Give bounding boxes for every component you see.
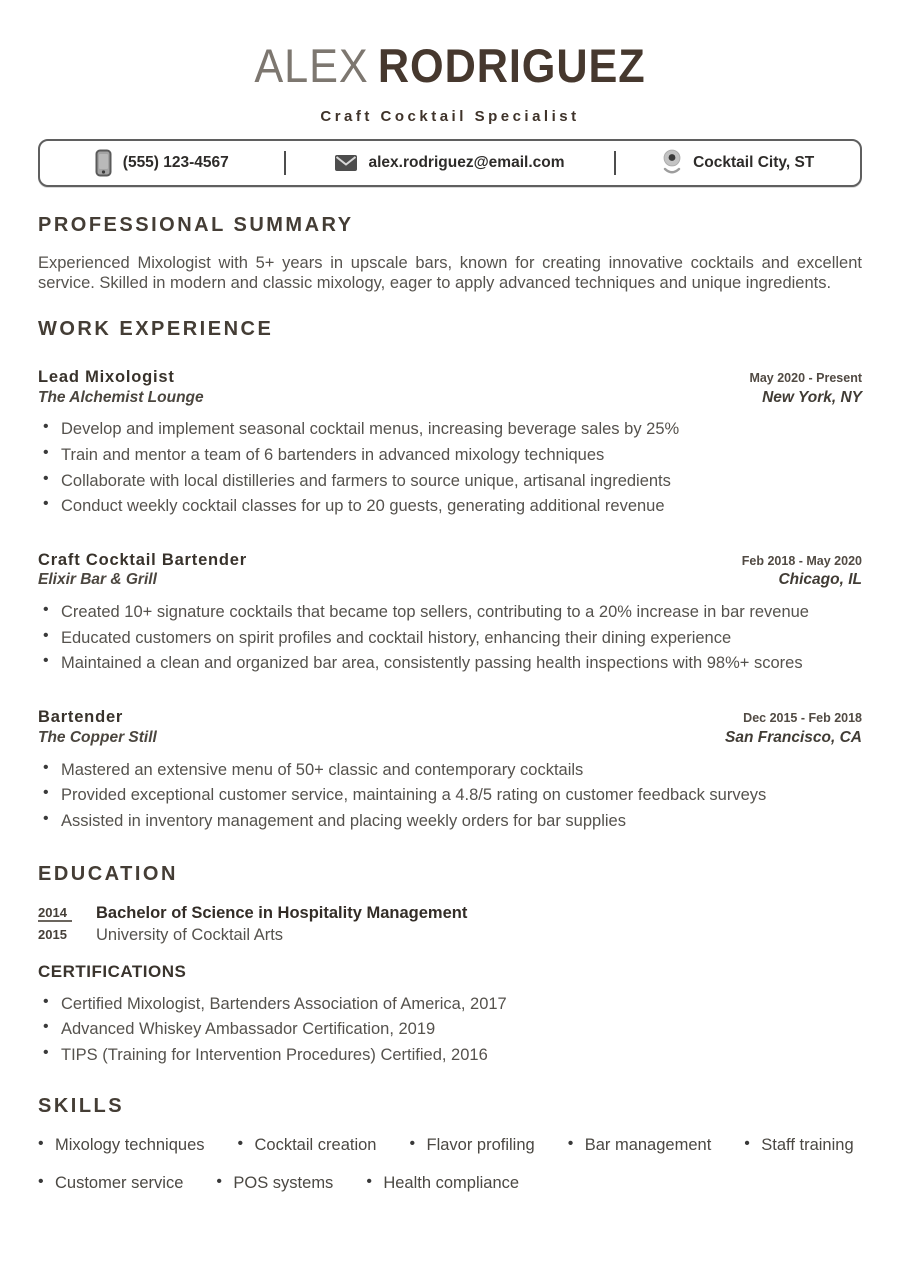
skills-row-1 — [38, 1136, 862, 1155]
certification-item: • TIPS (Training for Intervention Procedures) Certified, 2016 — [38, 1043, 862, 1069]
phone-icon — [95, 149, 112, 177]
first-name: ALEX — [254, 39, 369, 92]
job-company: Elixir Bar & Grill — [38, 571, 157, 589]
job-bullet-list — [38, 758, 862, 835]
contact-location — [616, 149, 860, 176]
job-entry-bartender — [38, 707, 862, 834]
email-address: alex.rodriguez@email.com — [368, 153, 565, 171]
job-bullet: • Conduct weekly cocktail classes for up to 20 guests, generating additional revenue — [38, 494, 862, 520]
job-bullet: • Develop and implement seasonal cocktail menus, increasing beverage sales by 25% — [38, 417, 862, 443]
education-school: University of Cocktail Arts — [96, 926, 284, 945]
skill-item: • Bar management — [568, 1136, 712, 1155]
skills-heading: SKILLS — [38, 1095, 125, 1118]
summary-heading: PROFESSIONAL SUMMARY — [38, 213, 354, 236]
education-heading: EDUCATION — [38, 863, 178, 886]
contact-bar — [38, 139, 862, 187]
skill-item: • Customer service — [38, 1174, 183, 1193]
education-entry — [38, 902, 862, 946]
job-entry-lead-mixologist — [38, 367, 862, 520]
location-pin-icon — [662, 149, 682, 176]
last-name: RODRIGUEZ — [377, 39, 646, 92]
skill-item: • Staff training — [744, 1136, 853, 1155]
job-dates: Dec 2015 - Feb 2018 — [743, 710, 862, 725]
job-location: San Francisco, CA — [725, 728, 862, 746]
job-bullet: • Train and mentor a team of 6 bartenders in advanced mixology techniques — [38, 443, 862, 469]
skill-item: • Flavor profiling — [409, 1136, 534, 1155]
certifications-heading: CERTIFICATIONS — [38, 962, 187, 982]
envelope-icon — [335, 155, 357, 171]
skill-item: • Mixology techniques — [38, 1136, 205, 1155]
certifications-list — [38, 992, 862, 1069]
job-title: Bartender — [38, 707, 124, 726]
skill-item: • Cocktail creation — [238, 1136, 377, 1155]
job-company: The Alchemist Lounge — [38, 388, 204, 406]
job-bullet: • Maintained a clean and organized bar area, consistently passing health inspections with 98%+ scores — [38, 651, 862, 677]
job-bullet: • Collaborate with local distilleries and farmers to source unique, artisanal ingredients — [38, 469, 862, 495]
job-bullet: • Provided exceptional customer service, maintaining a 4.8/5 rating on customer feedback surveys — [38, 783, 862, 809]
certification-item: • Advanced Whiskey Ambassador Certification, 2019 — [38, 1017, 862, 1043]
job-bullet-list — [38, 417, 862, 519]
job-dates: Feb 2018 - May 2020 — [741, 553, 862, 568]
location-text: Cocktail City, ST — [693, 153, 815, 171]
job-bullet-list — [38, 600, 862, 677]
job-bullet: • Mastered an extensive menu of 50+ classic and contemporary cocktails — [38, 758, 862, 784]
skill-item: • Health compliance — [366, 1174, 519, 1193]
phone-number: (555) 123-4567 — [122, 153, 229, 171]
skills-row-2 — [38, 1174, 862, 1193]
job-entry-craft-cocktail-bartender — [38, 550, 862, 677]
summary-paragraph: Experienced Mixologist with 5+ years in upscale bars, known for creating innovative cocktails and excellent service. Skilled in modern and classic mixology, eager to apply advanced techniques and unique ingredients. — [38, 253, 862, 292]
candidate-name — [71, 40, 829, 92]
contact-email — [286, 154, 615, 172]
job-headline: Craft Cocktail Specialist — [320, 107, 580, 125]
education-start-year: 2014 — [38, 902, 72, 922]
certification-item: • Certified Mixologist, Bartenders Association of America, 2017 — [38, 992, 862, 1018]
job-bullet: • Created 10+ signature cocktails that became top sellers, contributing to a 20% increase in bar revenue — [38, 600, 862, 626]
job-title: Lead Mixologist — [38, 367, 175, 386]
job-bullet: • Assisted in inventory management and placing weekly orders for bar supplies — [38, 809, 862, 835]
skill-item: • POS systems — [216, 1174, 333, 1193]
education-end-year: 2015 — [38, 927, 67, 943]
job-title: Craft Cocktail Bartender — [38, 550, 247, 569]
experience-heading: WORK EXPERIENCE — [38, 317, 274, 340]
job-dates: May 2020 - Present — [749, 370, 862, 385]
contact-phone — [40, 149, 284, 177]
job-location: New York, NY — [762, 388, 862, 406]
job-company: The Copper Still — [38, 728, 157, 746]
job-bullet: • Educated customers on spirit profiles and cocktail history, enhancing their dining experience — [38, 626, 862, 652]
job-location: Chicago, IL — [778, 571, 862, 589]
education-degree: Bachelor of Science in Hospitality Management — [96, 904, 468, 923]
